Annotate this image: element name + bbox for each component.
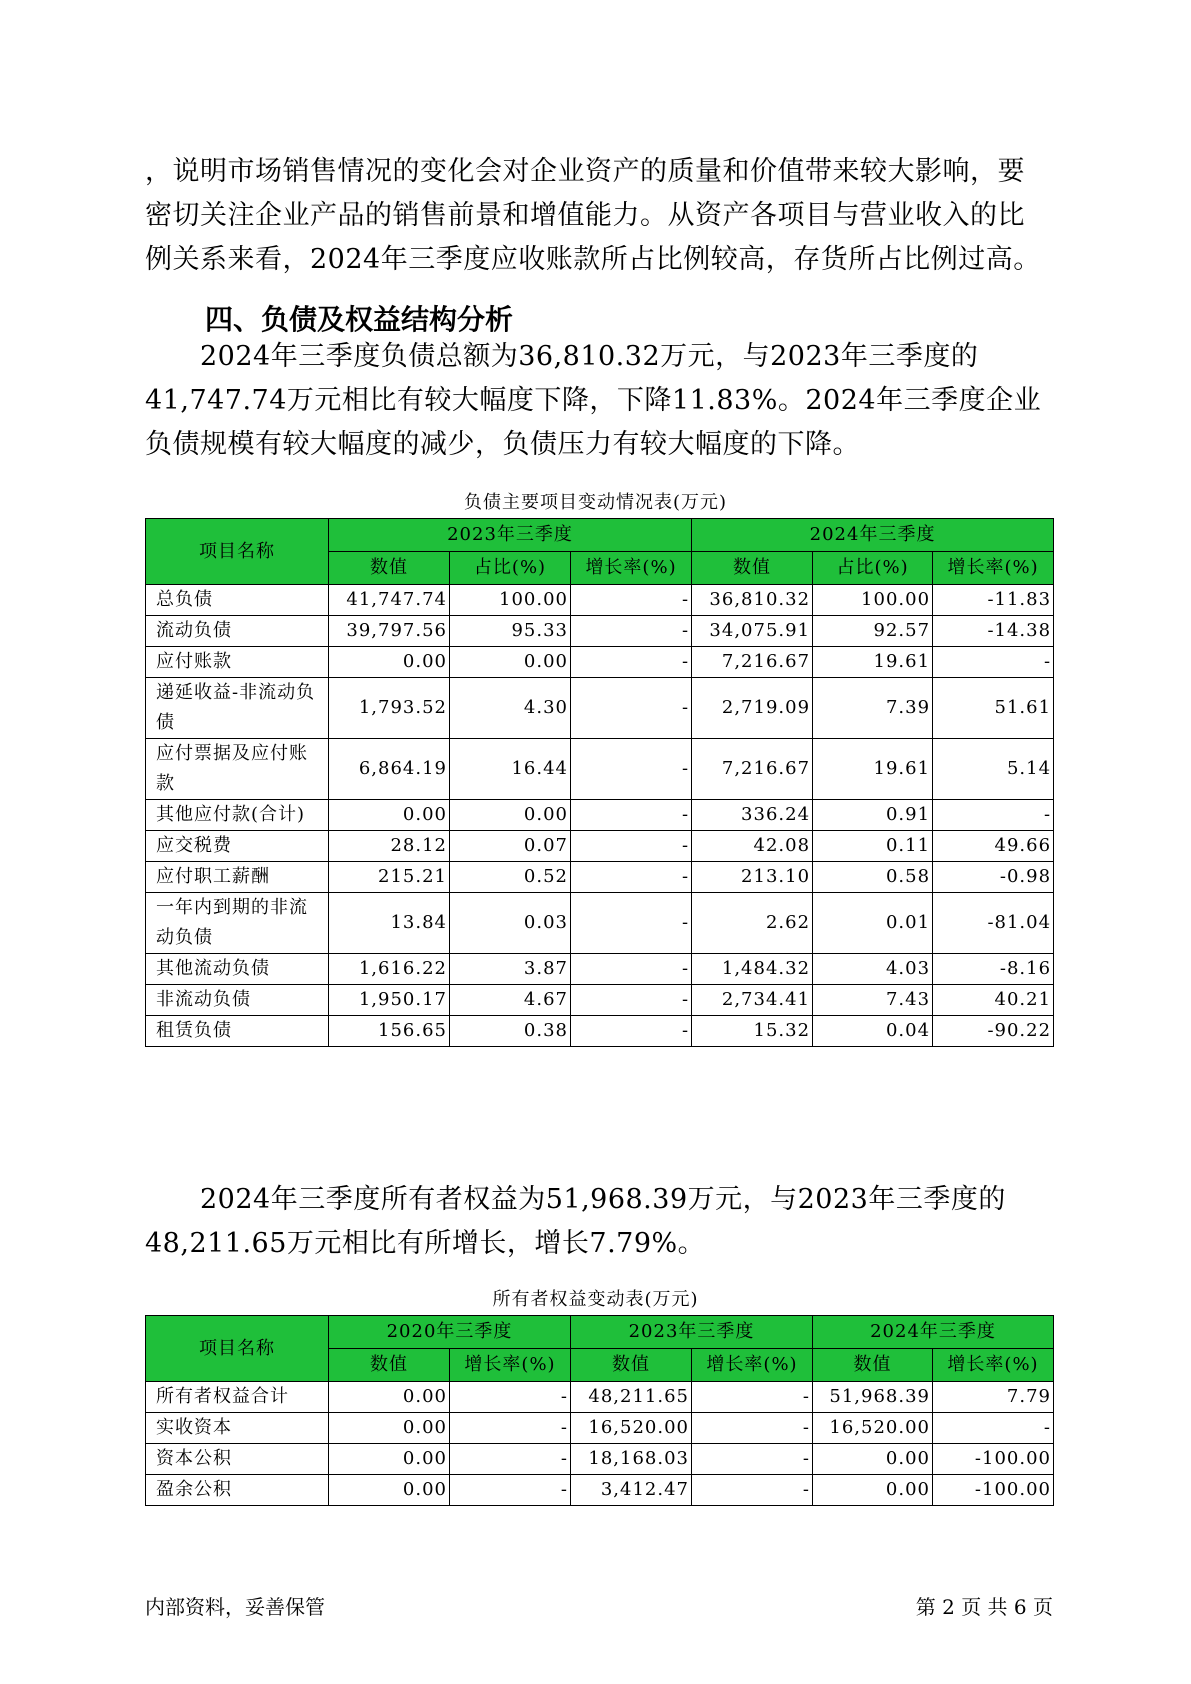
table-cell: - [571,831,692,862]
table-cell: 42.08 [692,831,813,862]
table-row [146,1413,1054,1444]
table-cell: - [571,985,692,1016]
table-row [146,616,1054,647]
table-cell: 18,168.03 [571,1444,692,1475]
table-cell: -0.98 [933,862,1054,893]
table-cell: 15.32 [692,1016,813,1047]
table-cell: 4.03 [813,954,933,985]
table-cell: 0.38 [450,1016,571,1047]
paragraph-asset-conclusion: ，说明市场销售情况的变化会对企业资产的质量和价值带来较大影响，要密切关注企业产品的销售前景和增值能力。从资产各项目与营业收入的比例关系来看，2024年三季度应收账款所占比例较高，存货所占比例过高。 [145,156,1041,275]
table-cell: 4.30 [450,678,571,739]
table-row [146,831,1054,862]
table-cell: 2,719.09 [692,678,813,739]
table2-group-header: 2023年三季度 [571,1316,813,1349]
table1-subheader: 增长率(%) [933,552,1054,585]
table-cell: 3,412.47 [571,1475,692,1506]
table-cell: 1,950.17 [329,985,450,1016]
table-cell: - [692,1413,813,1444]
table-cell: 51,968.39 [813,1382,933,1413]
table-cell: 41,747.74 [329,585,450,616]
table-cell: - [571,954,692,985]
table-cell: 49.66 [933,831,1054,862]
row-label: 递延收益-非流动负债 [146,678,329,739]
table-cell: 7.39 [813,678,933,739]
table-cell: 0.03 [450,893,571,954]
table-cell: 0.00 [329,1475,450,1506]
table-row [146,954,1054,985]
table-cell: 0.11 [813,831,933,862]
table-row [146,862,1054,893]
row-label: 一年内到期的非流动负债 [146,893,329,954]
row-label: 流动负债 [146,616,329,647]
table-cell: 95.33 [450,616,571,647]
table-cell: -100.00 [933,1475,1054,1506]
table-cell: 213.10 [692,862,813,893]
table-cell: 156.65 [329,1016,450,1047]
table-cell: 0.00 [329,1382,450,1413]
table-cell: 0.00 [329,800,450,831]
table-row [146,1444,1054,1475]
table2-group-header: 2024年三季度 [813,1316,1054,1349]
equity-table [145,1315,1054,1506]
table-cell: 0.00 [329,1444,450,1475]
table1-subheader: 数值 [692,552,813,585]
table-cell: 0.58 [813,862,933,893]
table-row [146,585,1054,616]
table-cell: 36,810.32 [692,585,813,616]
table-row [146,1016,1054,1047]
table-cell: - [571,585,692,616]
table-cell: 7.43 [813,985,933,1016]
table-cell: 16,520.00 [813,1413,933,1444]
table-cell: 19.61 [813,647,933,678]
table-cell: - [571,616,692,647]
table-cell: 100.00 [450,585,571,616]
table-cell: 16,520.00 [571,1413,692,1444]
table2-caption: 所有者权益变动表(万元) [492,1289,699,1310]
table-cell: - [571,647,692,678]
table-cell: 7.79 [933,1382,1054,1413]
table-cell: 215.21 [329,862,450,893]
table1-group-header: 2024年三季度 [692,519,1054,552]
row-label: 实收资本 [146,1413,329,1444]
table-cell: -14.38 [933,616,1054,647]
table-cell: 1,616.22 [329,954,450,985]
row-label: 应交税费 [146,831,329,862]
table-cell: - [692,1444,813,1475]
table-cell: - [450,1475,571,1506]
table-cell: 1,793.52 [329,678,450,739]
table-row [146,739,1054,800]
table-cell: - [692,1382,813,1413]
table-cell: 7,216.67 [692,647,813,678]
table-cell: - [450,1413,571,1444]
row-label: 所有者权益合计 [146,1382,329,1413]
row-label: 非流动负债 [146,985,329,1016]
table2-subheader: 增长率(%) [450,1349,571,1382]
table1-subheader: 占比(%) [450,552,571,585]
table-cell: 1,484.32 [692,954,813,985]
table-row [146,1475,1054,1506]
table-cell: 6,864.19 [329,739,450,800]
table-cell: 0.52 [450,862,571,893]
table-cell: 100.00 [813,585,933,616]
table-row [146,800,1054,831]
table-cell: -8.16 [933,954,1054,985]
table-cell: 0.91 [813,800,933,831]
table-cell: 0.00 [450,800,571,831]
table-cell: 0.00 [813,1475,933,1506]
table-cell: 40.21 [933,985,1054,1016]
table-cell: 48,211.65 [571,1382,692,1413]
table-cell: - [571,1016,692,1047]
table1-caption: 负债主要项目变动情况表(万元) [463,492,728,513]
table-cell: 0.07 [450,831,571,862]
table1-subheader: 占比(%) [813,552,933,585]
table-row [146,1382,1054,1413]
table2-subheader: 数值 [813,1349,933,1382]
table2-subheader: 增长率(%) [933,1349,1054,1382]
table2-group-header: 2020年三季度 [329,1316,571,1349]
table-cell: 2.62 [692,893,813,954]
table-row [146,893,1054,954]
table-cell: - [450,1382,571,1413]
table-cell: 0.04 [813,1016,933,1047]
table-cell: - [571,800,692,831]
row-label: 其他应付款(合计) [146,800,329,831]
table1-subheader: 增长率(%) [571,552,692,585]
row-label: 总负债 [146,585,329,616]
table-cell: - [571,739,692,800]
paragraph-liability-summary: 2024年三季度负债总额为36,810.32万元，与2023年三季度的41,747.74万元相比有较大幅度下降，下降11.83%。2024年三季度企业负债规模有较大幅度的减少，负债压力有较大幅度的下降。 [145,341,1042,460]
table-cell: 51.61 [933,678,1054,739]
table-cell: -81.04 [933,893,1054,954]
row-label: 应付账款 [146,647,329,678]
table-cell: - [933,1413,1054,1444]
table2-subheader: 数值 [571,1349,692,1382]
table-cell: 2,734.41 [692,985,813,1016]
table-cell: - [933,800,1054,831]
table-row [146,985,1054,1016]
row-label: 租赁负债 [146,1016,329,1047]
table-cell: 5.14 [933,739,1054,800]
table-cell: 0.00 [450,647,571,678]
row-label: 盈余公积 [146,1475,329,1506]
table-cell: - [571,862,692,893]
table-cell: -11.83 [933,585,1054,616]
table-cell: 0.00 [329,647,450,678]
paragraph-equity-summary: 2024年三季度所有者权益为51,968.39万元，与2023年三季度的48,211.65万元相比有所增长，增长7.79%。 [145,1184,1006,1259]
table2-subheader: 数值 [329,1349,450,1382]
table-cell: - [692,1475,813,1506]
liability-table [145,518,1054,1047]
table-cell: - [450,1444,571,1475]
table1-subheader: 数值 [329,552,450,585]
table-cell: 0.01 [813,893,933,954]
table-cell: - [933,647,1054,678]
table-cell: 336.24 [692,800,813,831]
table-cell: 0.00 [329,1413,450,1444]
page-number: 第 2 页 共 6 页 [915,1595,1053,1619]
table-cell: -100.00 [933,1444,1054,1475]
row-label: 应付票据及应付账款 [146,739,329,800]
table-cell: 4.67 [450,985,571,1016]
row-label: 其他流动负债 [146,954,329,985]
table-cell: 92.57 [813,616,933,647]
section-heading: 四、负债及权益结构分析 [205,303,514,336]
table-cell: 0.00 [813,1444,933,1475]
table-row [146,678,1054,739]
table-cell: - [571,893,692,954]
table-cell: 28.12 [329,831,450,862]
table-cell: 7,216.67 [692,739,813,800]
table-cell: 13.84 [329,893,450,954]
footer-note: 内部资料，妥善保管 [145,1595,325,1619]
table2-subheader: 增长率(%) [692,1349,813,1382]
table-cell: 3.87 [450,954,571,985]
table-cell: 34,075.91 [692,616,813,647]
table-cell: 39,797.56 [329,616,450,647]
table-cell: 19.61 [813,739,933,800]
table-row [146,647,1054,678]
table-cell: 16.44 [450,739,571,800]
table1-group-header: 2023年三季度 [329,519,692,552]
table2-name-header: 项目名称 [146,1316,329,1382]
table-cell: - [571,678,692,739]
row-label: 应付职工薪酬 [146,862,329,893]
table-cell: -90.22 [933,1016,1054,1047]
row-label: 资本公积 [146,1444,329,1475]
table1-name-header: 项目名称 [146,519,329,585]
